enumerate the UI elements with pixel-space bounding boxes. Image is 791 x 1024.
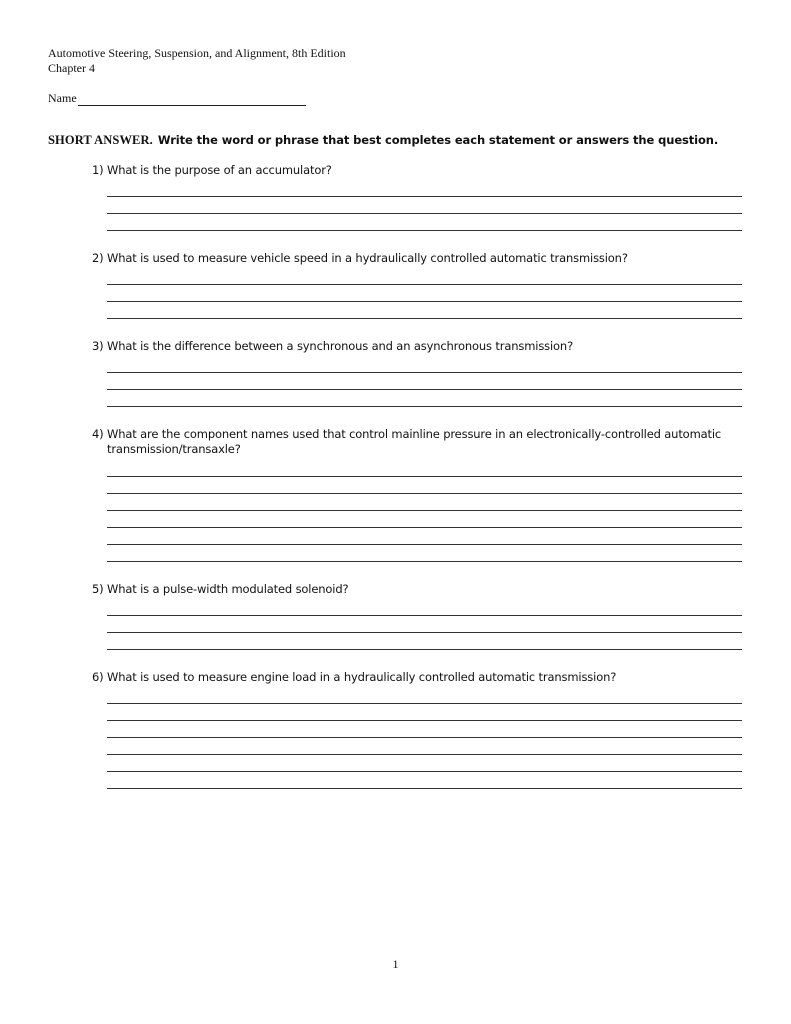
answer-line[interactable]: [107, 754, 742, 755]
name-row: [48, 91, 306, 106]
page-number: 1: [392, 957, 399, 971]
question-text: What is used to measure engine load in a hydraulically controlled automatic transmission?: [107, 670, 617, 684]
question-text: What is a pulse-width modulated solenoid?: [107, 582, 349, 596]
question-3: [92, 339, 742, 354]
book-title: Automotive Steering, Suspension, and Alignment, 8th Edition: [48, 46, 346, 60]
answer-line[interactable]: [107, 318, 742, 319]
question-4: [92, 427, 742, 457]
question-text: What is the difference between a synchronous and an asynchronous transmission?: [107, 339, 574, 353]
name-label: Name: [48, 91, 77, 105]
answer-line[interactable]: [107, 230, 742, 231]
question-number: 6): [92, 670, 104, 684]
answer-line[interactable]: [107, 527, 742, 528]
answer-line[interactable]: [107, 703, 742, 704]
answer-line[interactable]: [107, 544, 742, 545]
question-number: 4): [92, 427, 104, 441]
question-number: 3): [92, 339, 104, 353]
answer-line[interactable]: [107, 561, 742, 562]
answer-line[interactable]: [107, 493, 742, 494]
chapter-label: Chapter 4: [48, 61, 95, 75]
name-blank-line[interactable]: [78, 93, 306, 106]
answer-line[interactable]: [107, 649, 742, 650]
answer-line[interactable]: [107, 632, 742, 633]
answer-line[interactable]: [107, 213, 742, 214]
answer-line[interactable]: [107, 771, 742, 772]
answer-line[interactable]: [107, 476, 742, 477]
question-number: 1): [92, 163, 104, 177]
question-2: [92, 251, 742, 266]
question-6: [92, 670, 742, 685]
question-number: 5): [92, 582, 104, 596]
answer-line[interactable]: [107, 720, 742, 721]
answer-line[interactable]: [107, 372, 742, 373]
question-text: What is the purpose of an accumulator?: [107, 163, 332, 177]
question-1: [92, 163, 742, 178]
answer-line[interactable]: [107, 737, 742, 738]
section-instructions-text: Write the word or phrase that best completes each statement or answers the question.: [157, 133, 719, 147]
answer-line[interactable]: [107, 788, 742, 789]
section-heading: SHORT ANSWER.: [48, 133, 153, 147]
answer-line[interactable]: [107, 389, 742, 390]
answer-line[interactable]: [107, 301, 742, 302]
section-instructions: [48, 133, 718, 148]
answer-line[interactable]: [107, 284, 742, 285]
answer-line[interactable]: [107, 615, 742, 616]
answer-line[interactable]: [107, 406, 742, 407]
question-text: What are the component names used that control mainline pressure in an electronically-controlled automatic transmission/transaxle?: [107, 427, 722, 456]
question-5: [92, 582, 742, 597]
answer-line[interactable]: [107, 196, 742, 197]
document-header: [48, 46, 346, 76]
question-number: 2): [92, 251, 104, 265]
answer-line[interactable]: [107, 510, 742, 511]
question-text: What is used to measure vehicle speed in a hydraulically controlled automatic transmission?: [107, 251, 628, 265]
